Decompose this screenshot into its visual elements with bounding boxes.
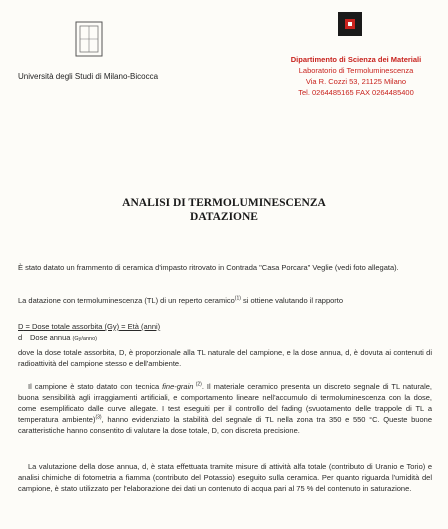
paragraph-method-text-a: La datazione con termoluminescenza (TL) di un reperto ceramico: [18, 296, 235, 305]
formula-D-label: D: [18, 322, 24, 331]
title-line-1: ANALISI DI TERMOLUMINESCENZA: [122, 197, 326, 209]
formula-d-label: d: [18, 333, 23, 342]
university-name: Università degli Studi di Milano-Bicocca: [18, 72, 159, 81]
formula-denominator: [18, 332, 160, 345]
formula-denominator-unit: (Gy/anno): [72, 336, 98, 342]
paragraph-technique: [18, 381, 432, 436]
paragraph-technique-text-c: , hanno evidenziato la stabilità del segnale di TL nella zona tra 350 e 550 °C. Queste buone caratteristiche hanno consentito di valutare la dose totale, D, con discreta precisione.: [18, 415, 432, 435]
title-line-2: DATAZIONE: [190, 211, 258, 223]
university-logo-icon: [74, 20, 104, 60]
formula-denominator-text: Dose annua: [30, 333, 73, 342]
footnote-ref-3: (3): [95, 414, 102, 421]
document-title: [0, 196, 448, 224]
department-contacts: Tel. 0264485165 FAX 0264485400: [298, 88, 414, 97]
paragraph-intro: È stato datato un frammento di ceramica d'impasto ritrovato in Contrada "Casa Porcara" Veglie (vedi foto allegata).: [18, 263, 399, 272]
department-header: [270, 54, 442, 98]
paragraph-annual-dose: La valutazione della dose annua, d, è stata effettuata tramite misure di attività alfa totale (contributo di Uranio e Torio) e analisi chimiche di fotometria a fiamma (contributo del Potassio) eseguito sulla ceramica. Per quanto riguarda l'umidità del campione, è stato utilizzato per l'elaborazione dei dati un contenuto di acqua pari al 75 % del contenuto in saturazione.: [18, 462, 432, 493]
paragraph-method: [18, 295, 432, 306]
paragraph-method-text-b: si ottiene valutando il rapporto: [240, 296, 344, 305]
paragraph-technique-text-b: . Il materiale ceramico presenta un discreto segnale di TL naturale, buona sensibilità agli irraggiamenti artificiali, e comportamento lineare nell'accumulo di termoluminescenza con la dose, come esemplificato dalle curve allegate. I test eseguiti per il controllo del fading (svuotamento delle trappole di TL a temperatura ambiente): [18, 382, 432, 424]
fine-grain-term: fine-grain: [162, 382, 194, 391]
footnote-ref-2: (2): [193, 381, 202, 388]
formula-numerator-text: = Dose totale assorbita (Gy) = Età (anni): [23, 322, 161, 331]
formula-numerator: [18, 322, 160, 331]
age-formula: [18, 321, 160, 345]
laboratory-name: Laboratorio di Termoluminescenza: [298, 66, 414, 75]
footnote-ref-1: (1): [234, 295, 241, 302]
paragraph-technique-text-a: Il campione è stato datato con tecnica: [28, 382, 163, 391]
paragraph-definitions: dove la dose totale assorbita, D, è proporzionale alla TL naturale del campione, e la dose annua, d, è dovuta ai contenuti di radioattività del campione stesso e dell'ambiente.: [18, 348, 432, 368]
department-logo-icon: [338, 12, 362, 36]
department-address: Via R. Cozzi 53, 21125 Milano: [305, 77, 407, 86]
department-title: Dipartimento di Scienza dei Materiali: [290, 55, 422, 64]
